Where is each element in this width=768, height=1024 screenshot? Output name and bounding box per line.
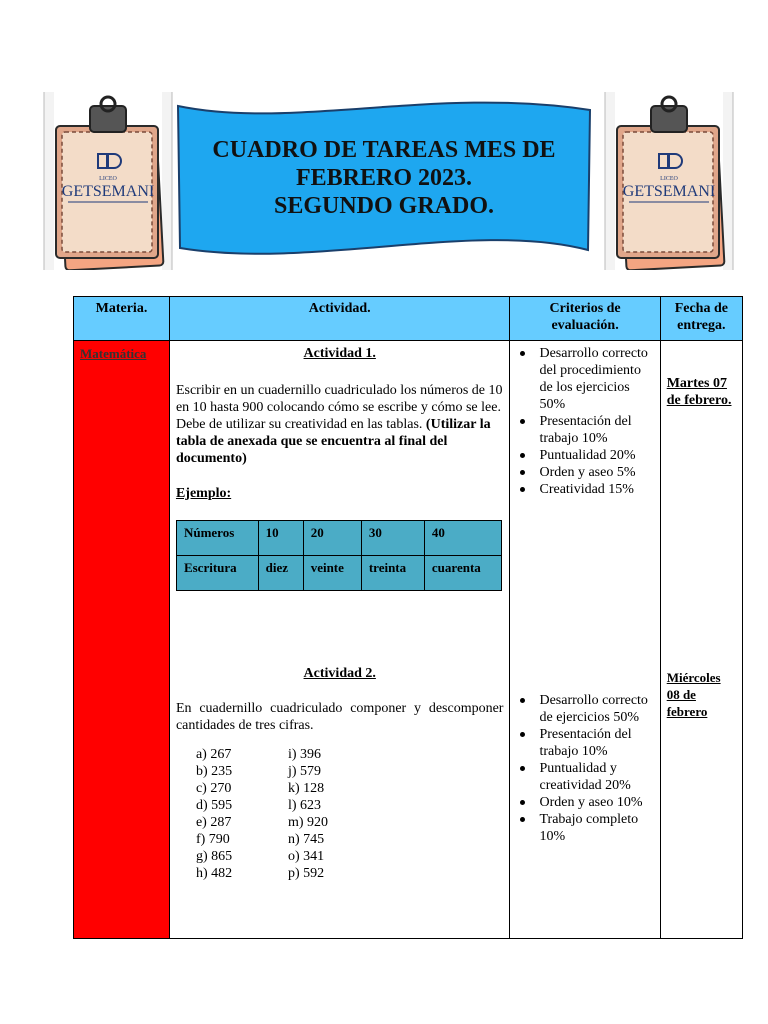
fecha2: Miércoles 08 de febrero [666, 670, 721, 719]
actividad2-text: En cuadernillo cuadriculado componer y descomponer cantidades de tres cifras. [175, 701, 504, 733]
list-item: a) 267 [195, 747, 232, 762]
fecha-cell [660, 341, 742, 939]
example-row-escritura [176, 556, 501, 591]
table-row [74, 341, 743, 939]
list-item: Presentación del trabajo 10% [516, 726, 655, 760]
materia-label: Matemática [80, 346, 147, 361]
example-cell: treinta [361, 556, 424, 591]
example-row-numeros [176, 521, 501, 556]
criterios1-list [516, 345, 655, 498]
number-list-left [196, 746, 288, 882]
example-cell: veinte [303, 556, 361, 591]
list-item: Puntualidad 20% [516, 447, 655, 464]
clipboard-logo-icon [603, 92, 735, 270]
list-item: Desarrollo correcto del procedimiento de los ejercicios 50% [516, 345, 655, 413]
header-criterios: Criterios de evaluación. [510, 297, 660, 341]
example-cell: 10 [258, 521, 303, 556]
example-cell: Números [176, 521, 258, 556]
number-list-right [288, 746, 380, 882]
list-item: n) 745 [287, 832, 325, 847]
logo-line2: GETSEMANI [622, 183, 716, 200]
logo-line2: GETSEMANI [61, 183, 155, 200]
list-item: p) 592 [287, 866, 325, 881]
header-actividad: Actividad. [169, 297, 510, 341]
materia-cell [74, 341, 170, 939]
logo-left [42, 92, 174, 270]
list-item: m) 920 [287, 815, 329, 830]
example-cell: Escritura [176, 556, 258, 591]
list-item: h) 482 [195, 866, 233, 881]
list-item: j) 579 [287, 764, 322, 779]
actividad2-title: Actividad 2. [303, 666, 376, 681]
example-cell: diez [258, 556, 303, 591]
page-title [174, 136, 594, 220]
list-item: l) 623 [287, 798, 322, 813]
title-line-3: SEGUNDO GRADO. [273, 193, 495, 219]
criterios-cell [510, 341, 660, 939]
criterios2-list [516, 692, 655, 845]
example-table [176, 520, 502, 591]
list-item: e) 287 [195, 815, 232, 830]
title-banner [174, 100, 594, 260]
actividad1-title: Actividad 1. [303, 346, 376, 361]
list-item: k) 128 [287, 781, 325, 796]
list-item: Orden y aseo 5% [516, 464, 655, 481]
number-list [196, 746, 504, 882]
tasks-table [73, 296, 743, 939]
list-item: Desarrollo correcto de ejercicios 50% [516, 692, 655, 726]
example-cell: 40 [424, 521, 501, 556]
list-item: b) 235 [195, 764, 233, 779]
title-line-2: FEBRERO 2023. [295, 165, 472, 191]
title-line-1: CUADRO DE TAREAS MES DE [212, 137, 556, 163]
list-item: g) 865 [195, 849, 233, 864]
header-fecha: Fecha de entrega. [660, 297, 742, 341]
clipboard-logo-icon [42, 92, 174, 270]
list-item: Presentación del trabajo 10% [516, 413, 655, 447]
example-cell: cuarenta [424, 556, 501, 591]
logo-right [603, 92, 735, 270]
list-item: c) 270 [195, 781, 232, 796]
logo-line1: LICEO [660, 176, 678, 182]
table-header-row [74, 297, 743, 341]
actividad1-body: Escribir en un cuadernillo cuadriculado los números de 10 en 10 hasta 900 colocando cómo se escribe y cómo se lee. Debe de utilizar su creatividad en las tablas. [175, 383, 503, 432]
actividad-cell [169, 341, 510, 939]
list-item: Puntualidad y creatividad 20% [516, 760, 655, 794]
header-materia: Materia. [74, 297, 170, 341]
list-item: o) 341 [287, 849, 325, 864]
list-item: Orden y aseo 10% [516, 794, 655, 811]
ejemplo-label: Ejemplo: [175, 486, 232, 501]
actividad1-text [176, 382, 504, 467]
fecha1: Martes 07 de febrero. [666, 376, 732, 408]
list-item: d) 595 [195, 798, 233, 813]
example-cell: 20 [303, 521, 361, 556]
logo-line1: LICEO [99, 176, 117, 182]
list-item: Creatividad 15% [516, 481, 655, 498]
list-item: i) 396 [287, 747, 322, 762]
actividad1-bold-note: (Utilizar la tabla de anexada que se encuentra al final del documento) [175, 417, 491, 466]
list-item: Trabajo completo 10% [516, 811, 655, 845]
list-item: f) 790 [195, 832, 230, 847]
example-cell: 30 [361, 521, 424, 556]
